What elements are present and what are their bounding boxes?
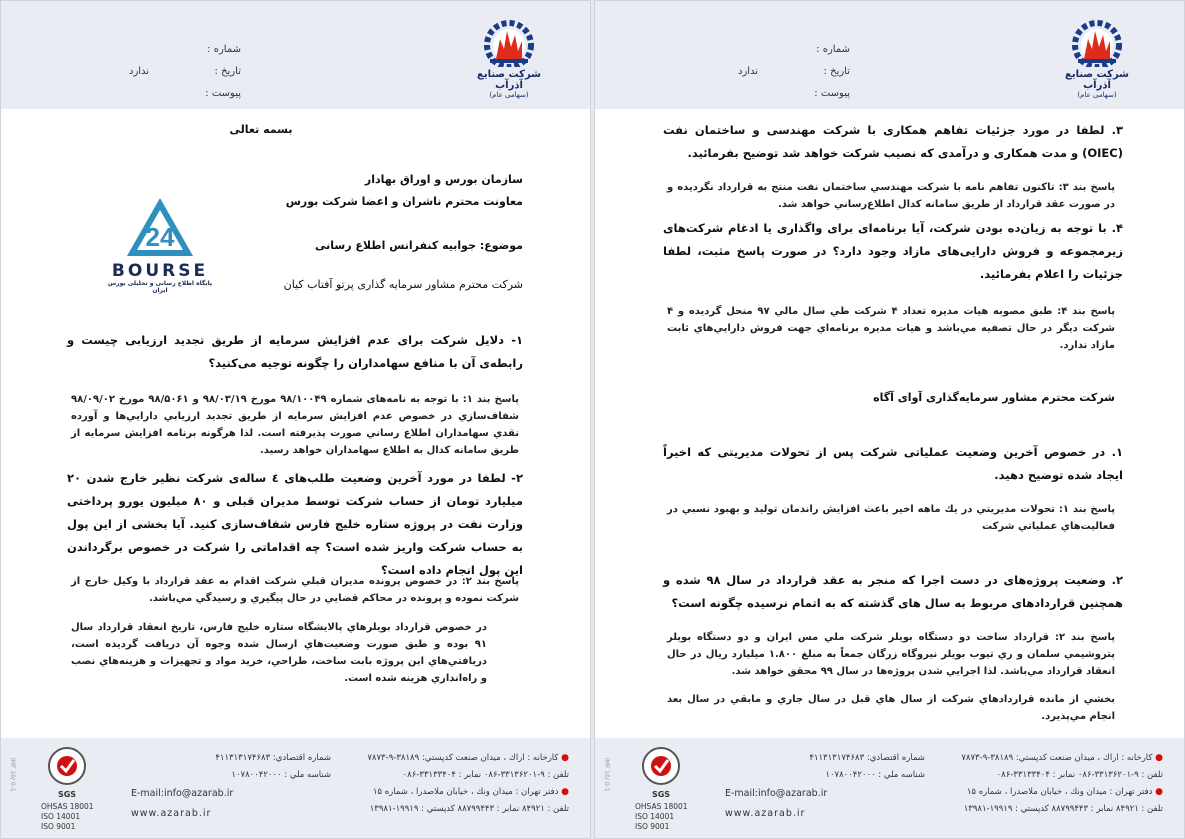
question-r1: ۱. در خصوص آخرین وضعیت عملیاتی شرکت پس از تحولات مدیریتی که اخیراً ایجاد شده توضیح دهید. — [663, 445, 1123, 482]
cert-iso14001: ISO 14001 — [635, 812, 675, 821]
question-r2: ۲. وضعیت پروژه‌های در دست اجرا که منجر به عقد قرارداد در سال ۹۸ شده و همچنین قراردادهای مربوط به سال های گذشته که به اتمام نرسیده چگونه است؟ — [663, 573, 1123, 610]
national-id: شناسه ملي : ۱۰۷۸۰۰۴۲۰۰۰ — [231, 770, 331, 780]
certification-block — [37, 746, 97, 832]
recipient-line-1: سازمان بورس و اوراق بهادار — [364, 173, 523, 186]
question-1: ۱- دلایل شرکت برای عدم افزایش سرمایه از طریق تجدید ارزیابی چیست و رابطه‌ی آن با منافع سهامداران را چگونه توجیه می‌کنید؟ — [67, 333, 523, 370]
question-3: ۳. لطفا در مورد جزئیات تفاهم همکاری با شرکت مهندسی و ساختمان نفت (OIEC) و مدت همکاری و درآمدی که نصیب شرکت خواهد شد توضیح بفرمائید. — [663, 123, 1123, 160]
answer-2-continued: در خصوص قرارداد بويلرهاي پالايشگاه ستاره خليج فارس، تاريخ انعقاد قرارداد سال ۹۱ بوده و طبق صورت وضعيت‌هاي ارسال شده وجوه آن دريافت گرديده است، دريافتي‌هاي اين پروژه بابت ساخت، طراحي، خريد مواد و تجهيزات و هزينه‌هاي نصب و راه‌اندازي هزينه شده است. — [71, 622, 487, 684]
footer-addresses — [359, 750, 569, 818]
answer-r1: پاسخ بند ۱: تحولات مديريتي در يك ماهه اخير باعث افزايش راندمان توليد و بهبود نسبي در فعاليت‌هاي عملياتي شركت — [667, 504, 1115, 532]
footer-ids — [141, 750, 331, 784]
answer-3: پاسخ بند ۳: تاكنون تفاهم نامه با شركت مهندسي ساختمان نفت منتج به قرارداد نگرديده و در صورت عقد قرارداد از طريق سامانه كدال اطلاع‌رساني خواهد شد. — [667, 182, 1115, 210]
footer-addresses — [953, 750, 1163, 818]
website-link[interactable]: www.azarab.ir — [725, 808, 806, 819]
bourse-mark-digits: 24 — [145, 222, 175, 252]
company-name: شرکت صنایع آذرآب — [476, 69, 542, 91]
bourse-subtitle: پایگاه اطلاع رسانی و تحلیلی بورس ایران — [107, 280, 213, 294]
cert-iso9001: ISO 9001 — [635, 822, 670, 831]
factory-address: ● كارخانه : اراك ، ميدان صنعت كدپستي: ۳۸۱۸۹-۹-۷۸۷۳ — [961, 753, 1163, 763]
certification-seal-icon — [639, 746, 683, 786]
company-logo — [469, 15, 549, 105]
cert-ohsas: OHSAS 18001 — [635, 802, 688, 811]
tehran-address: ● دفتر تهران : ميدان ونك ، خيابان ملاصدرا ، شماره ۱۵ — [966, 787, 1163, 797]
factory-phone: تلفن : ۹-۳۳۱۳۶۲۰۱-۰۸۶ نمابر : ۳۳۱۳۳۴۰۴-۰۸۶ — [996, 770, 1163, 780]
certification-seal-icon — [45, 746, 89, 786]
subject-line: موضوع: جوابیه کنفرانس اطلاع رسانی — [315, 239, 523, 252]
email-link[interactable]: E-mail:info@azarab.ir — [725, 788, 828, 799]
certification-list — [41, 802, 97, 832]
cert-ohsas: OHSAS 18001 — [41, 802, 94, 811]
document-page-right — [594, 0, 1185, 839]
factory-phone: تلفن : ۹-۳۳۱۳۶۲۰۱-۰۸۶ نمابر : ۳۳۱۳۳۴۰۴-۰۸۶ — [402, 770, 569, 780]
letterhead-header — [1, 1, 590, 109]
recipient-line-2: معاونت محترم ناشران و اعضا شرکت بورس — [285, 195, 523, 208]
tehran-phone: تلفن : ۸۴۹۲۱ نمابر : ۸۸۷۹۹۴۴۳ كدپستي : ۱۹۹۱۹-۱۳۹۸۱ — [369, 804, 569, 814]
email-link[interactable]: E-mail:info@azarab.ir — [131, 788, 234, 799]
attach-label: پیوست : — [205, 88, 241, 99]
national-id: شناسه ملي : ۱۰۷۸۰۰۴۲۰۰۰ — [825, 770, 925, 780]
attach-value: ندارد — [738, 66, 759, 77]
factory-address: ● كارخانه : اراك ، ميدان صنعت كدپستي: ۳۸۱۸۹-۹-۷۸۷۳ — [367, 753, 569, 763]
tehran-phone: تلفن : ۸۴۹۲۱ نمابر : ۸۸۷۹۹۴۴۳ كدپستي : ۱۹۹۱۹-۱۳۹۸۱ — [963, 804, 1163, 814]
letter-meta — [131, 39, 241, 105]
number-label: شماره : — [207, 44, 241, 55]
question-4: ۴. با توجه به زیان‌ده بودن شرکت، آیا برنامه‌ای برای واگذاری یا ادغام شرکت‌های زیرمجموعه و فروش دارایی‌های مازاد وجود دارد؟ در صورت پاسخ مثبت، لطفا جزئیات را اعلام بفرمائید. — [663, 221, 1123, 281]
company-logo — [1057, 15, 1137, 105]
sgs-badge: SGS — [651, 790, 671, 799]
website-link[interactable]: www.azarab.ir — [131, 808, 212, 819]
economic-code: شماره اقتصادي: ۴۱۱۳۱۳۱۷۴۶۸۳ — [215, 753, 331, 763]
section-heading: شرکت محترم مشاور سرمایه‌گذاری آوای آگاه — [873, 391, 1115, 404]
basmala: بسمه تعالی — [229, 123, 293, 136]
footer-ids — [735, 750, 925, 784]
question-2: ۲- لطفا در مورد آخرین وضعیت طلب‌های ٤ ساله‌ی شرکت نظیر خارج شدن ۲۰ میلیارد تومان از حساب شرکت توسط مدیران قبلی و ۸۰ میلیون یورو پرداختی وزارت نفت در پروژه ستاره خلیج فارس شفاف‌سازی کنید. آیا بخشی از این پول به حساب شرکت واریز شده است؟ چه اقداماتی را شرکت در خصوص برگرداندن این پول انجام داده است؟ — [67, 471, 523, 577]
tehran-address: ● دفتر تهران : ميدان ونك ، خيابان ملاصدرا ، شماره ۱۵ — [372, 787, 569, 797]
date-label: تاریخ : — [214, 66, 241, 77]
bullet-icon: ● — [1155, 753, 1163, 763]
document-page-left — [0, 0, 591, 839]
answer-4: پاسخ بند ۴: طبق مصوبه هيات مديره تعداد ۴ شركت طي سال مالي ۹۷ منحل گرديده و ۴ شركت ديگر در حال تصفيه مي‌باشد و هيات مديره برنامه‌اي جهت فروش دارايي‌هاي ثابت مازاد ندارد. — [667, 306, 1115, 351]
cert-iso9001: ISO 9001 — [41, 822, 76, 831]
economic-code: شماره اقتصادي: ۴۱۱۳۱۳۱۷۴۶۸۳ — [809, 753, 925, 763]
bourse-word: BOURSE — [111, 261, 209, 281]
bullet-icon: ● — [1155, 787, 1163, 797]
company-type: (سهامی عام) — [1077, 91, 1117, 99]
answer-1: پاسخ بند ۱: با توجه به نامه‌های شماره ۹۸/۱۰۰۴۹ مورخ ۹۸/۰۳/۱۹ و ۹۸/۵۰۶۱ مورخ ۹۸/۰۹/۰۲ شفاف‌سازي در خصوص عدم افزايش سرمايه از طريق تجديد ارزيابي دارايي‌ها و آورده نقدي سهامداران اطلاع رساني صورت پذيرفته است. لذا هرگونه برنامه افزايش سرمايه از طريق سامانه كدال به اطلاع سهامداران خواهد رسيد. — [71, 394, 520, 456]
letterhead-header — [595, 1, 1184, 109]
answer-2: پاسخ بند ۲: در خصوص پرونده مديران قبلي شركت اقدام به عقد قرارداد با وكيل خارج از شركت نموده و پرونده در محاكم قضايي در حال پيگيري و رسيدگي مي‌باشد. — [71, 576, 519, 604]
answer-r2-continued: بخشي از مانده قراردادهاي شركت از سال هاي قبل در سال جاري و مابقي در سال بعد انجام مي‌پذيرد. — [667, 694, 1115, 722]
bourse-mark-icon — [125, 196, 195, 258]
gear-flame-icon — [1064, 15, 1130, 67]
company-type: (سهامی عام) — [489, 91, 529, 99]
form-code: IMF 10/ 0-1 — [9, 758, 16, 792]
sgs-badge: SGS — [57, 790, 77, 799]
attach-label: پیوست : — [814, 88, 850, 99]
cert-iso14001: ISO 14001 — [41, 812, 81, 821]
company-name: شرکت صنایع آذرآب — [1064, 69, 1130, 91]
date-label: تاریخ : — [823, 66, 850, 77]
bullet-icon: ● — [561, 787, 569, 797]
certification-block — [631, 746, 691, 832]
gear-flame-icon — [476, 15, 542, 67]
form-code: IMF 10/ 0-1 — [603, 758, 610, 792]
number-label: شماره : — [816, 44, 850, 55]
letterhead-footer — [595, 738, 1184, 838]
attach-value: ندارد — [129, 66, 150, 77]
addressee-line: شرکت محترم مشاور سرمایه گذاری پرتو آفتاب کیان — [283, 278, 523, 291]
letterhead-footer — [1, 738, 590, 838]
certification-list — [635, 802, 691, 832]
bullet-icon: ● — [561, 753, 569, 763]
answer-r2: پاسخ بند ۲: قرارداد ساخت دو دستگاه بويلر شركت ملي مس ايران و دو دستگاه بويلر پتروشيمي سلمان و ري تيوب بويلر نيروگاه زرگان جمعاً به مبلغ ۱.۸۰۰ ميليارد ريال در حال انعقاد قرارداد مي‌باشد. لذا اجرايي شدن پروژه‌ها در سال ۹۹ محقق خواهد شد. — [667, 632, 1115, 677]
letter-meta — [740, 39, 850, 105]
bourse-logo — [101, 196, 219, 296]
